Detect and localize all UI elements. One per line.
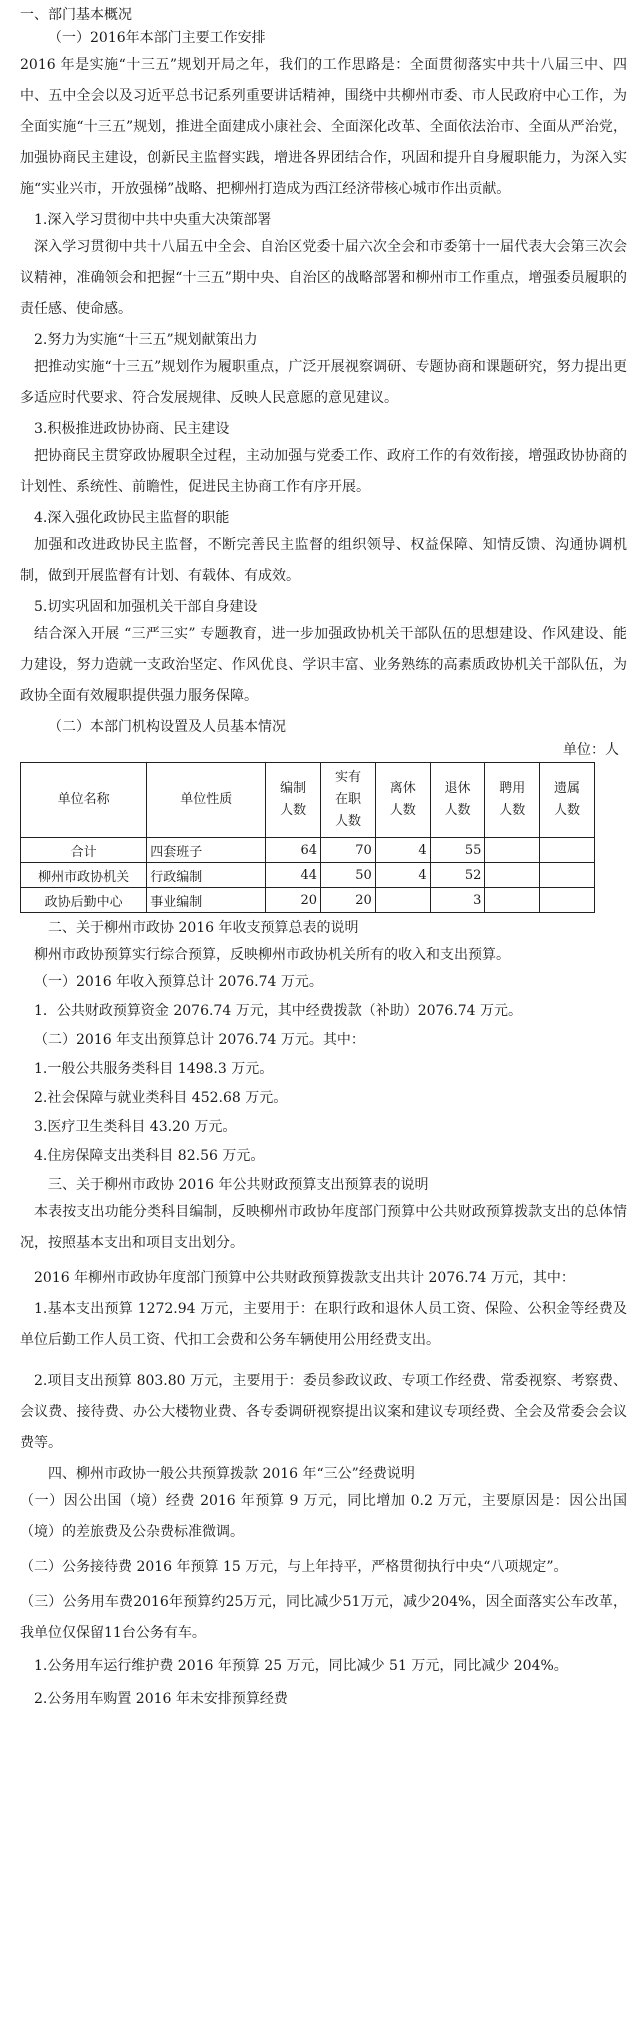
table-row xyxy=(21,863,595,888)
cell-hired xyxy=(485,863,540,888)
cell-unit-name: 柳州市政协机关 xyxy=(21,863,147,888)
work-item-title: 2.努力为实施“十三五”规划献策出力 xyxy=(34,332,258,348)
cell-hired xyxy=(485,888,540,913)
abroad-expense: （一）因公出国（境）经费 2016 年预算 9 万元，同比增加 0.2 万元，主要原因是：因公出国（境）的差旅费及公杂费标准微调。 xyxy=(20,1493,627,1540)
section-3-title: 三、关于柳州市政协 2016 年公共财政预算支出预算表的说明 xyxy=(48,1177,429,1193)
work-item-body: 加强和改进政协民主监督，不断完善民主监督的组织领导、权益保障、知情反馈、沟通协调机制，做到开展监督有计划、有载体、有成效。 xyxy=(20,537,627,584)
cell-quota: 64 xyxy=(266,838,321,863)
cell-unit-name: 合计 xyxy=(21,838,147,863)
basic-expenditure: 1.基本支出预算 1272.94 万元，主要用于：在职行政和退休人员工资、保险、公积金等经费及单位后勤工作人员工资、代扣工会费和公务车辆使用公用经费支出。 xyxy=(20,1301,627,1348)
header-quota: 编制 人数 xyxy=(266,763,321,838)
header-retired-cadre: 离休 人数 xyxy=(375,763,430,838)
section-2-title: 二、关于柳州市政协 2016 年收支预算总表的说明 xyxy=(48,920,359,936)
header-unit-type: 单位性质 xyxy=(147,763,266,838)
work-item-body: 把推动实施“十三五”规划作为履职重点，广泛开展视察调研、专题协商和课题研究，努力提出更多适应时代要求、符合发展规律、反映人民意愿的意见建议。 xyxy=(20,359,627,406)
income-item: 1．公共财政预算资金 2076.74 万元，其中经费拨款（补助）2076.74 万元。 xyxy=(34,1003,523,1019)
cell-survivors xyxy=(540,863,595,888)
vehicle-item: 2.公务用车购置 2016 年未安排预算经费 xyxy=(34,1691,288,1707)
table-row xyxy=(21,888,595,913)
cell-retired: 52 xyxy=(430,863,485,888)
work-item-title: 3.积极推进政协协商、民主建设 xyxy=(34,421,230,437)
cell-survivors xyxy=(540,888,595,913)
income-title: （一）2016 年收入预算总计 2076.74 万元。 xyxy=(34,974,323,990)
project-expenditure: 2.项目支出预算 803.80 万元，主要用于：委员参政议政、专项工作经费、常委视察、考察费、会议费、接待费、办公大楼物业费、各专委调研视察提出议案和建议专项经费、全会及常委会会议费等。 xyxy=(20,1373,627,1451)
section-1-sub2-title: （二）本部门机构设置及人员基本情况 xyxy=(48,719,286,735)
table-unit-label: 单位：人 xyxy=(563,742,619,758)
cell-in-service: 70 xyxy=(321,838,376,863)
section-2-intro: 柳州市政协预算实行综合预算，反映柳州市政协机关所有的收入和支出预算。 xyxy=(34,947,510,963)
expend-item: 4.住房保障支出类科目 82.56 万元。 xyxy=(34,1148,265,1164)
header-unit-name: 单位名称 xyxy=(21,763,147,838)
cell-in-service: 20 xyxy=(321,888,376,913)
expend-title: （二）2016 年支出预算总计 2076.74 万元。其中： xyxy=(34,1032,365,1048)
expend-item: 1.一般公共服务类科目 1498.3 万元。 xyxy=(34,1061,274,1077)
work-item-body: 深入学习贯彻中共十八届五中全会、自治区党委十届六次全会和市委第十一届代表大会第三次会议精神，准确领会和把握“十三五”期中央、自治区的战略部署和柳州市工作重点，增强委员履职的责任感、使命感。 xyxy=(20,239,627,317)
vehicle-expense: （三）公务用车费2016年预算约25万元，同比减少51万元，减少204%，因全面落实公车改革，我单位仅保留11台公务有车。 xyxy=(20,1594,627,1641)
work-item-body: 结合深入开展 “三严三实” 专题教育，进一步加强政协机关干部队伍的思想建设、作风建设、能力建设，努力造就一支政治坚定、作风优良、学识丰富、业务熟练的高素质政协机关干部队伍，为政协全面有效履职提供强力服务保障。 xyxy=(20,626,627,704)
header-survivors: 遗属 人数 xyxy=(540,763,595,838)
section-3-intro: 本表按支出功能分类科目编制，反映柳州市政协年度部门预算中公共财政预算拨款支出的总体情况，按照基本支出和项目支出划分。 xyxy=(20,1204,627,1251)
cell-quota: 44 xyxy=(266,863,321,888)
section-1-sub1-title: （一）2016年本部门主要工作安排 xyxy=(48,30,266,46)
cell-unit-type: 事业编制 xyxy=(147,888,266,913)
cell-survivors xyxy=(540,838,595,863)
section-4-title: 四、柳州市政协一般公共预算拨款 2016 年“三公”经费说明 xyxy=(48,1466,415,1482)
cell-unit-type: 四套班子 xyxy=(147,838,266,863)
work-intro-paragraph: 2016 年是实施“十三五”规划开局之年，我们的工作思路是：全面贯彻落实中共十八届三中、四中、五中全会以及习近平总书记系列重要讲话精神，围绕中共柳州市委、市人民政府中心工作，为全面实施“十三五”规划，推进全面建成小康社会、全面深化改革、全面依法治市、全面从严治党，加强协商民主建设，创新民主监督实践，增进各界团结合作，巩固和提升自身履职能力，为深入实施“实业兴市，开放强梯”战略、把柳州打造成为西江经济带核心城市作出贡献。 xyxy=(20,57,627,197)
section-1-title: 一、部门基本概况 xyxy=(20,7,132,23)
cell-unit-type: 行政编制 xyxy=(147,863,266,888)
work-item-title: 1.深入学习贯彻中共中央重大决策部署 xyxy=(34,212,272,228)
expend-item: 3.医疗卫生类科目 43.20 万元。 xyxy=(34,1119,237,1135)
header-hired: 聘用 人数 xyxy=(485,763,540,838)
cell-retired: 3 xyxy=(430,888,485,913)
reception-expense: （二）公务接待费 2016 年预算 15 万元，与上年持平，严格贯彻执行中央“八项规定”。 xyxy=(20,1559,568,1575)
cell-retired: 55 xyxy=(430,838,485,863)
cell-quota: 20 xyxy=(266,888,321,913)
expend-items xyxy=(20,1058,627,1168)
cell-hired xyxy=(485,838,540,863)
cell-retired-cadre: 4 xyxy=(375,838,430,863)
header-in-service: 实有 在职 人数 xyxy=(321,763,376,838)
section-3-total: 2016 年柳州市政协年度部门预算中公共财政预算拨款支出共计 2076.74 万元，其中： xyxy=(34,1270,575,1286)
cell-unit-name: 政协后勤中心 xyxy=(21,888,147,913)
work-item-title: 5.切实巩固和加强机关干部自身建设 xyxy=(34,599,258,615)
work-item-body: 把协商民主贯穿政协履职全过程，主动加强与党委工作、政府工作的有效衔接，增强政协协商的计划性、系统性、前瞻性，促进民主协商工作有序开展。 xyxy=(20,448,627,495)
work-item-title: 4.深入强化政协民主监督的职能 xyxy=(34,510,230,526)
cell-in-service: 50 xyxy=(321,863,376,888)
table-row xyxy=(21,838,595,863)
cell-retired-cadre xyxy=(375,888,430,913)
vehicle-item: 1.公务用车运行维护费 2016 年预算 25 万元，同比减少 51 万元，同比减少 204%。 xyxy=(34,1658,568,1674)
header-retired: 退休 人数 xyxy=(430,763,485,838)
cell-retired-cadre: 4 xyxy=(375,863,430,888)
table-header-row xyxy=(21,763,595,838)
expend-item: 2.社会保障与就业类科目 452.68 万元。 xyxy=(34,1090,288,1106)
work-items xyxy=(20,209,627,712)
staff-table xyxy=(20,762,595,913)
